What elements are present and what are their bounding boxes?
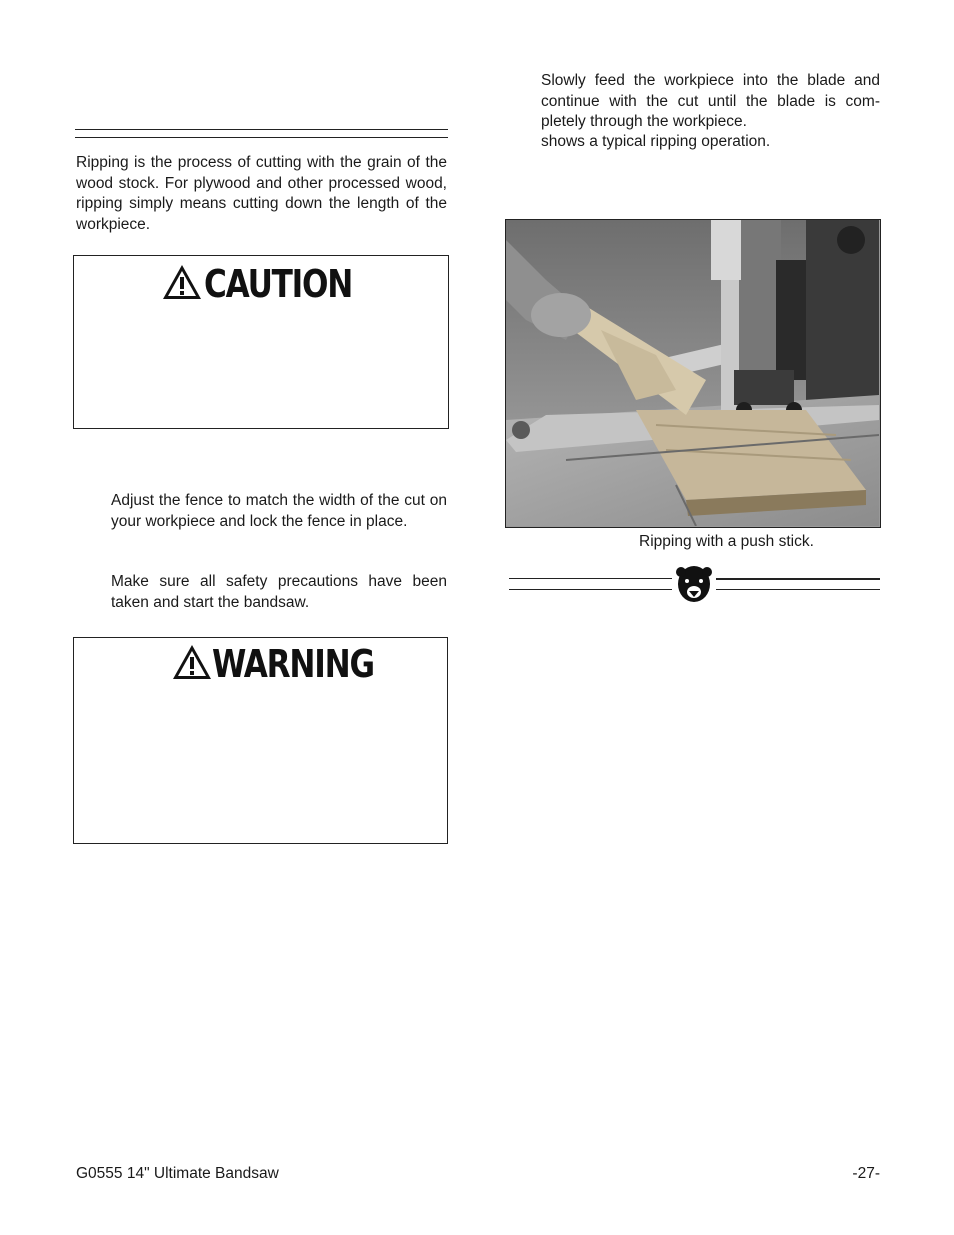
bear-logo-icon — [674, 564, 714, 604]
figure-reference-line: shows a typical ripping operation. — [541, 133, 771, 150]
caution-triangle-icon — [162, 264, 202, 300]
figure-caption: Ripping with a push stick. — [639, 533, 814, 550]
footer-page-number: -27- — [852, 1165, 880, 1182]
divider-right-upper — [716, 578, 880, 580]
caution-label: CAUTION — [204, 262, 353, 306]
warning-label: WARNING — [212, 642, 374, 686]
step-adjust-fence: Adjust the fence to match the width of the cut on your workpiece and lock the fence in place. — [111, 492, 447, 530]
footer-model: G0555 14" Ultimate Bandsaw — [76, 1165, 279, 1182]
step-feed-workpiece: Slowly feed the workpiece into the blade and continue with the cut until the blade is com-pletely through the workpiece. — [541, 72, 880, 130]
intro-paragraph: Ripping is the process of cutting with the grain of the wood stock. For plywood and other processed wood, ripping simply means cutting down the length of the workpiece. — [76, 154, 447, 233]
ripping-photo — [505, 219, 881, 528]
section-rule-top — [75, 129, 448, 130]
divider-right-lower — [716, 589, 880, 590]
warning-triangle-icon — [172, 644, 212, 680]
step-safety-precautions: Make sure all safety precautions have been taken and start the bandsaw. — [111, 573, 447, 611]
section-rule-bottom — [75, 137, 448, 138]
bandsaw-illustration — [506, 220, 879, 526]
warning-box — [73, 637, 448, 844]
divider-left-lower — [509, 589, 672, 590]
caution-box — [73, 255, 449, 429]
divider-left-upper — [509, 578, 672, 579]
